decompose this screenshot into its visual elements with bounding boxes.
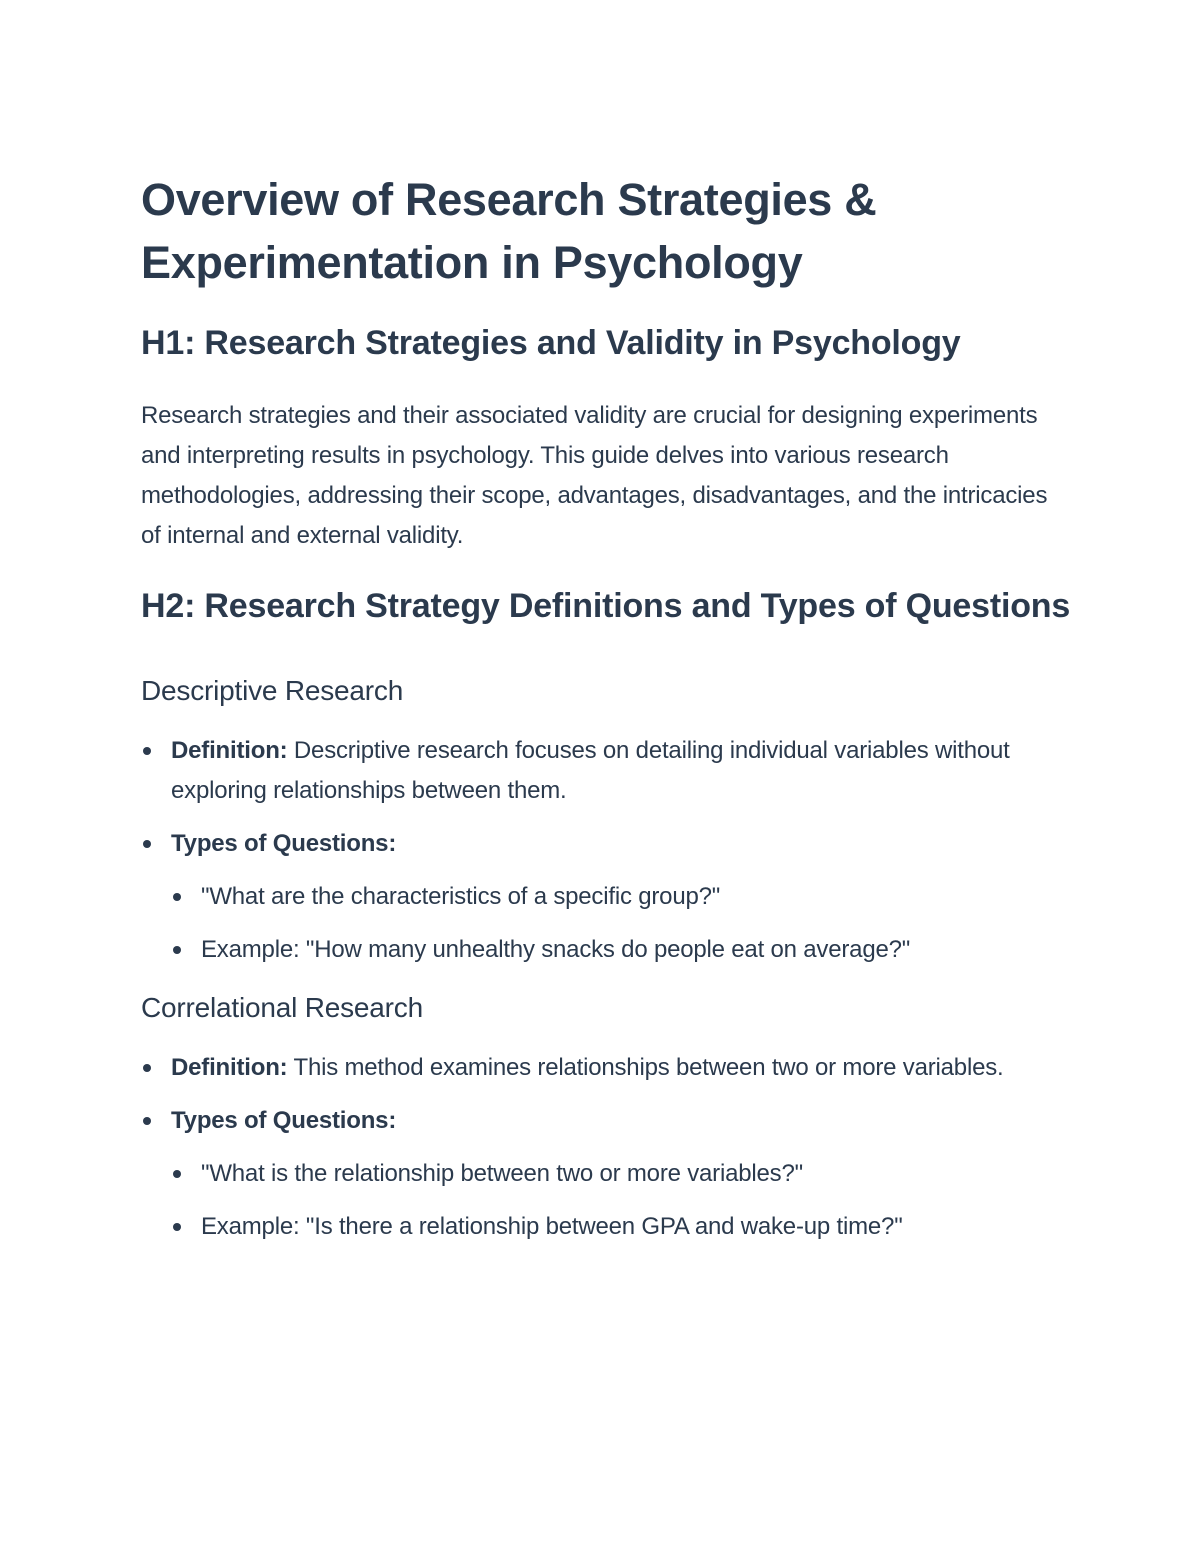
bullet-icon xyxy=(173,946,181,954)
bullet-icon xyxy=(173,1223,181,1231)
questions-label: Types of Questions: xyxy=(171,1107,397,1134)
definition-label: Definition: xyxy=(171,1054,288,1081)
list-item-question xyxy=(171,1207,1071,1247)
question-text: "What is the relationship between two or more variables?" xyxy=(201,1160,803,1187)
section-descriptive-research xyxy=(141,671,1071,970)
bullet-list xyxy=(141,731,1071,970)
document-page xyxy=(141,168,1071,1247)
questions-label: Types of Questions: xyxy=(171,830,397,857)
intro-paragraph: Research strategies and their associated validity are crucial for designing experiments and interpreting results in psychology. This guide delves into various research methodologies, addressing their scope, advantages, disadvantages, and the intricacies of internal and external validity. xyxy=(141,402,1048,549)
definition-label: Definition: xyxy=(171,737,288,764)
definition-text: Descriptive research focuses on detailing individual variables without exploring relationships between them. xyxy=(171,737,1010,804)
heading-h2: H2: Research Strategy Definitions and Types of Questions xyxy=(141,587,1071,625)
question-text: Example: "How many unhealthy snacks do people eat on average?" xyxy=(201,936,911,963)
sub-bullet-list xyxy=(171,1154,1071,1247)
list-item-types-of-questions xyxy=(141,1101,1071,1247)
bullet-icon xyxy=(143,747,151,755)
bullet-icon xyxy=(173,893,181,901)
definition-text: This method examines relationships between two or more variables. xyxy=(287,1054,1004,1081)
heading-h1: H1: Research Strategies and Validity in Psychology xyxy=(141,324,961,362)
list-item-definition xyxy=(141,1048,1071,1088)
section-heading: Correlational Research xyxy=(141,992,423,1023)
section-heading: Descriptive Research xyxy=(141,675,404,706)
bullet-icon xyxy=(143,840,151,848)
bullet-list xyxy=(141,1048,1071,1247)
sub-bullet-list xyxy=(171,877,1071,970)
list-item-question xyxy=(171,930,1071,970)
list-item-question xyxy=(171,1154,1071,1194)
section-correlational-research xyxy=(141,988,1071,1247)
bullet-icon xyxy=(173,1170,181,1178)
bullet-icon xyxy=(143,1064,151,1072)
question-text: "What are the characteristics of a specific group?" xyxy=(201,883,721,910)
question-text: Example: "Is there a relationship between GPA and wake-up time?" xyxy=(201,1213,903,1240)
document-title: Overview of Research Strategies & Experimentation in Psychology xyxy=(141,174,877,288)
list-item-question xyxy=(171,877,1071,917)
list-item-types-of-questions xyxy=(141,824,1071,970)
list-item-definition xyxy=(141,731,1071,811)
bullet-icon xyxy=(143,1117,151,1125)
